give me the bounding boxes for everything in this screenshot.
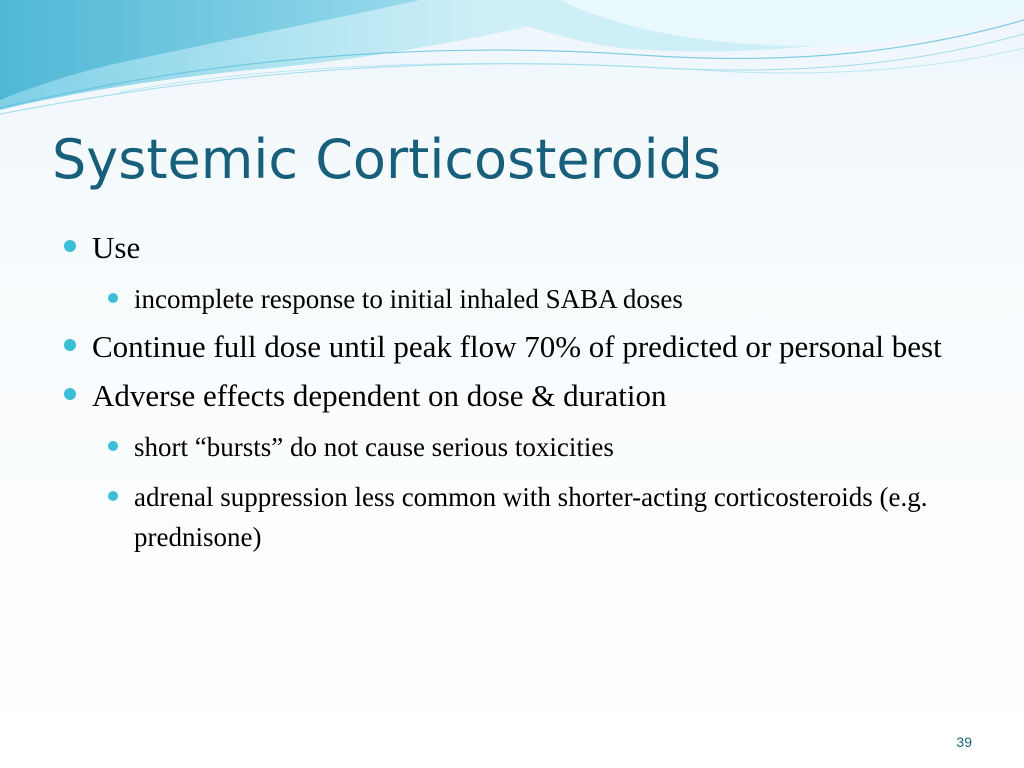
bullet-item bbox=[62, 325, 962, 368]
bullet-text: Adverse effects dependent on dose & duration bbox=[92, 378, 667, 413]
bullet-dot-icon bbox=[108, 293, 118, 303]
bullet-dot-icon bbox=[64, 339, 76, 351]
bullet-list bbox=[62, 226, 962, 557]
header-wave-decoration bbox=[0, 0, 1024, 120]
bullet-dot-icon bbox=[64, 240, 76, 252]
sub-bullet-item bbox=[104, 427, 962, 467]
bullet-item bbox=[62, 226, 962, 269]
page-number: 39 bbox=[956, 734, 972, 750]
bullet-dot-icon bbox=[64, 388, 76, 400]
bullet-text: Continue full dose until peak flow 70% of predicted or personal best bbox=[92, 329, 942, 364]
sub-bullet-item bbox=[104, 477, 962, 557]
bullet-text: Use bbox=[92, 230, 141, 265]
slide-title: Systemic Corticosteroids bbox=[52, 128, 722, 191]
sub-bullet-text: short “bursts” do not cause serious toxicities bbox=[134, 432, 614, 462]
bullet-item bbox=[62, 374, 962, 417]
sub-bullet-item bbox=[104, 279, 962, 319]
bullet-dot-icon bbox=[108, 441, 118, 451]
sub-bullet-text: incomplete response to initial inhaled SABA doses bbox=[134, 284, 683, 314]
bullet-dot-icon bbox=[108, 491, 118, 501]
sub-bullet-text: adrenal suppression less common with shorter-acting corticosteroids (e.g. prednisone) bbox=[134, 482, 928, 552]
